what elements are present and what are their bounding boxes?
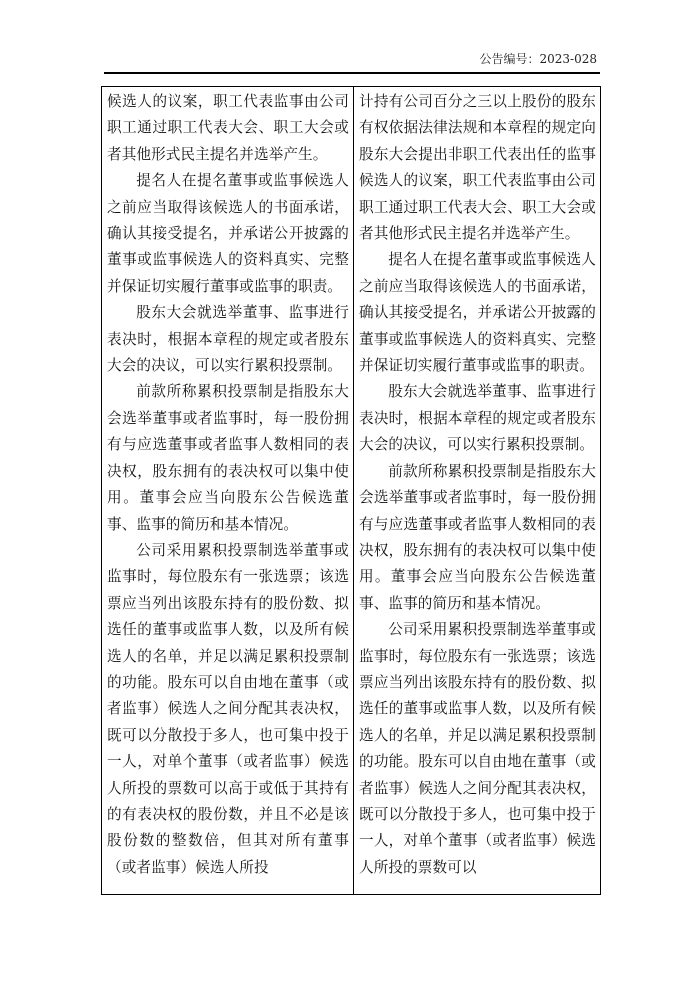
right-paragraph-2: 提名人在提名董事或监事候选人之前应当取得该候选人的书面承诺，确认其接受提名，并承诺公开披露的董事或监事候选人的资料真实、完整并保证切实履行董事或监事的职责。 xyxy=(359,251,596,375)
left-paragraph-3: 股东大会就选举董事、监事进行表决时，根据本章程的规定或者股东大会的决议，可以实行累积投票制。 xyxy=(107,304,349,375)
header-divider xyxy=(104,72,600,74)
right-column xyxy=(354,87,600,894)
right-paragraph-3: 股东大会就选举董事、监事进行表决时，根据本章程的规定或者股东大会的决议，可以实行累积投票制。 xyxy=(359,383,596,454)
right-paragraph-4: 前款所称累积投票制是指股东大会选举董事或者监事时，每一股份拥有与应选董事或者监事人数相同的表决权，股东拥有的表决权可以集中使用。董事会应当向股东公告候选董事、监事的简历和基本情况。 xyxy=(359,462,596,612)
left-paragraph-2: 提名人在提名董事或监事候选人之前应当取得该候选人的书面承诺，确认其接受提名，并承诺公开披露的董事或监事候选人的资料真实、完整并保证切实履行董事或监事的职责。 xyxy=(107,172,349,295)
right-paragraph-5: 公司采用累积投票制选举董事或监事时，每位股东有一张选票；该选票应当列出该股东持有的股份数、拟选任的董事或监事人数，以及所有候选人的名单，并足以满足累积投票制的功能。股东可以自由地在董事（或者监事）候选人之间分配其表决权，既可以分散投于多人，也可集中投于一人，对单个董事（或者监事）候选人所投的票数可以 xyxy=(359,621,596,876)
comparison-table xyxy=(101,86,601,895)
announcement-number: 公告编号：2023-028 xyxy=(479,52,597,66)
left-paragraph-4: 前款所称累积投票制是指股东大会选举董事或者监事时，每一股份拥有与应选董事或者监事人数相同的表决权，股东拥有的表决权可以集中使用。董事会应当向股东公告候选董事、监事的简历和基本情况。 xyxy=(107,383,349,533)
left-paragraph-1: 候选人的议案，职工代表监事由公司职工通过职工代表大会、职工大会或者其他形式民主提名并选举产生。 xyxy=(107,93,349,163)
left-paragraph-5: 公司采用累积投票制选举董事或监事时，每位股东有一张选票；该选票应当列出该股东持有的股份数、拟选任的董事或监事人数，以及所有候选人的名单，并足以满足累积投票制的功能。股东可以自由地在董事（或者监事）候选人之间分配其表决权，既可以分散投于多人，也可集中投于一人，对单个董事（或者监事）候选人所投的票数可以高于或低于其持有的有表决权的股份数，并且不必是该股份数的整数倍，但其对所有董事（或者监事）候选人所投 xyxy=(107,541,349,876)
right-paragraph-1: 计持有公司百分之三以上股份的股东有权依据法律法规和本章程的规定向股东大会提出非职工代表出任的监事候选人的议案，职工代表监事由公司职工通过职工代表大会、职工大会或者其他形式民主提名并选举产生。 xyxy=(359,93,596,243)
left-column xyxy=(102,87,354,894)
